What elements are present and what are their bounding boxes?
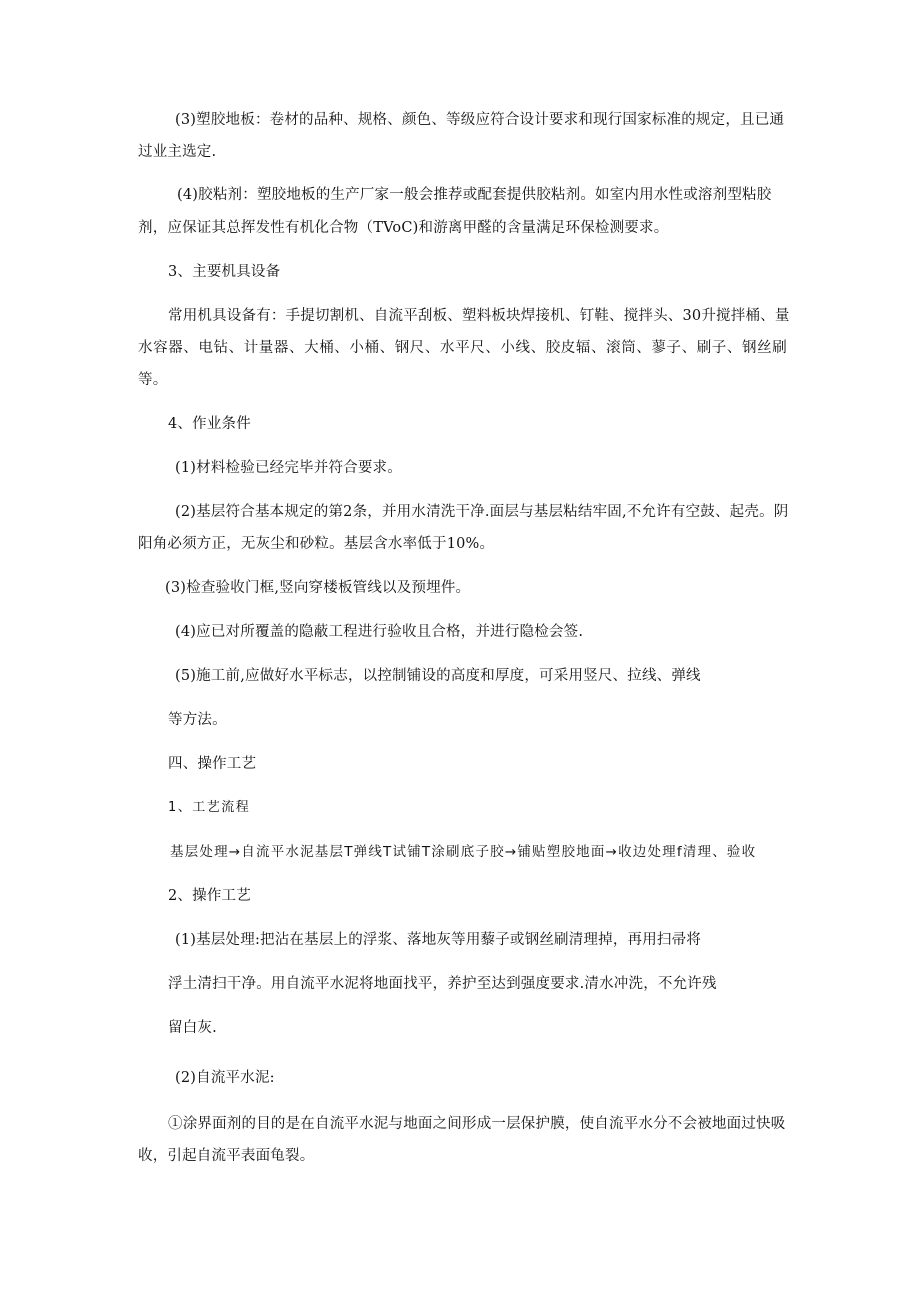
paragraph-line: (4)胶粘剂：塑胶地板的生产厂家一般会推荐或配套提供胶粘剂。如室内用水性或溶剂型粘胶 — [177, 187, 772, 203]
section-heading: 2、操作工艺 — [168, 888, 251, 904]
paragraph-line: 等。 — [138, 372, 168, 388]
section-heading: 4、作业条件 — [168, 416, 251, 432]
process-flow-line: 基层处理→自流平水泥基层T弹线T试铺T涂刷底子胶→铺贴塑胶地面→收边处理f清理、验收 — [170, 844, 757, 860]
paragraph-line: 等方法。 — [168, 712, 227, 728]
paragraph-line: 剂，应保证其总挥发性有机化合物（TVoC)和游离甲醛的含量满足环保检测要求。 — [138, 220, 669, 236]
paragraph-line: 过业主选定. — [138, 144, 217, 160]
paragraph-line: 浮土清扫干净。用自流平水泥将地面找平，养护至达到强度要求.清水冲洗，不允许残 — [168, 976, 717, 992]
paragraph-line: (1)材料检验已经完毕并符合要求。 — [175, 460, 402, 476]
paragraph-line: 留白灰. — [168, 1020, 217, 1036]
section-heading: 四、操作工艺 — [168, 756, 257, 772]
paragraph-line: (2)自流平水泥: — [175, 1070, 275, 1086]
paragraph-line: 收，引起自流平表面龟裂。 — [138, 1148, 315, 1164]
paragraph-line: ①涂界面剂的目的是在自流平水泥与地面之间形成一层保护膜，使自流平水分不会被地面过快吸 — [168, 1116, 786, 1132]
section-heading: 1、工艺流程 — [168, 800, 251, 815]
paragraph-line: (3)检查验收门框,竖向穿楼板管线以及预埋件。 — [165, 580, 471, 596]
paragraph-line: (1)基层处理:把沾在基层上的浮浆、落地灰等用藜子或钢丝刷清理掉，再用扫帚将 — [175, 932, 702, 948]
paragraph-line: (3)塑胶地板：卷材的品种、规格、颜色、等级应符合设计要求和现行国家标准的规定，且已通 — [175, 112, 785, 128]
paragraph-line: 常用机具设备有：手提切割机、自流平刮板、塑料板块焊接机、钉鞋、搅拌头、30升搅拌桶、量 — [168, 308, 790, 324]
section-heading: 3、主要机具设备 — [168, 264, 281, 280]
paragraph-line: (4)应已对所覆盖的隐蔽工程进行验收且合格，并进行隐检会签. — [175, 624, 584, 640]
paragraph-line: 阳角必须方正，无灰尘和砂粒。基层含水率低于10%。 — [138, 536, 495, 552]
paragraph-line: (2)基层符合基本规定的第2条，并用水清洗干净.面层与基层粘结牢固,不允许有空鼓、起壳。阴 — [175, 504, 789, 520]
paragraph-line: 水容器、电钻、计量器、大桶、小桶、钢尺、水平尺、小线、胶皮辐、滚筒、蓼子、刷子、钢丝刷 — [138, 340, 788, 356]
paragraph-line: (5)施工前,应做好水平标志，以控制铺设的高度和厚度，可采用竖尺、拉线、弹线 — [175, 668, 701, 684]
